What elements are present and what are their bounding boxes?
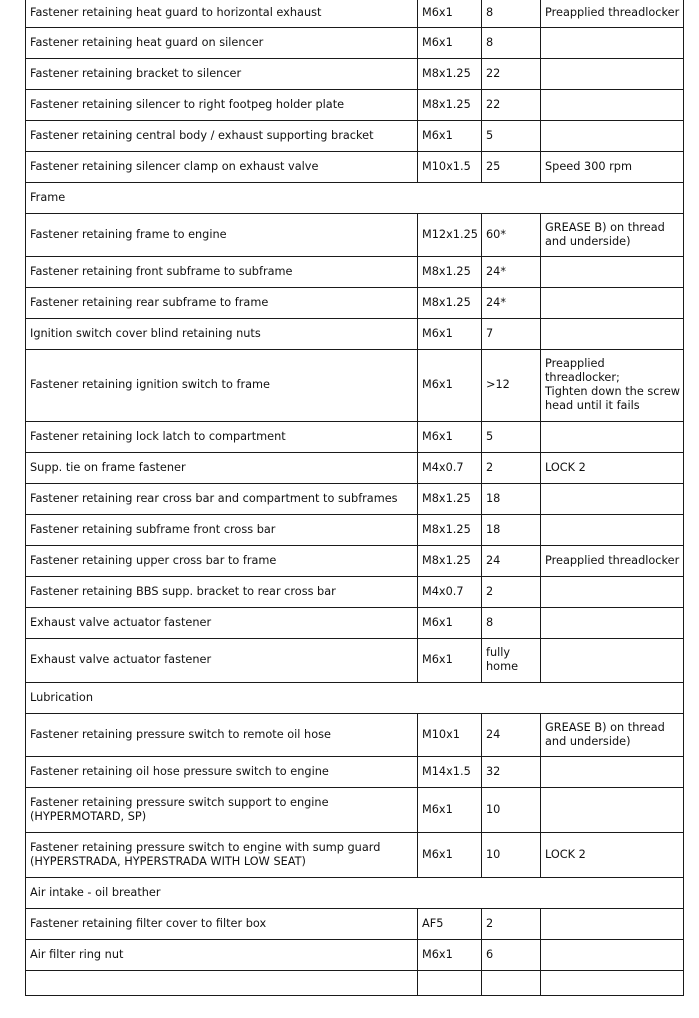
thread-cell: M6x1	[418, 638, 482, 682]
table-row	[26, 939, 684, 970]
table-row	[26, 27, 684, 58]
torque-cell: >12	[482, 349, 541, 421]
notes-cell	[541, 287, 684, 318]
notes-cell: Preapplied threadlocker; Tighten down the screw head until it fails	[541, 349, 684, 421]
description-cell: Fastener retaining central body / exhaust supporting bracket	[26, 120, 418, 151]
description-cell: Fastener retaining pressure switch to remote oil hose	[26, 713, 418, 756]
description-cell: Fastener retaining pressure switch support to engine (HYPERMOTARD, SP)	[26, 787, 418, 832]
notes-cell: Preapplied threadlocker	[541, 0, 684, 27]
torque-cell: 8	[482, 0, 541, 27]
thread-cell: M8x1.25	[418, 545, 482, 576]
table-row	[26, 421, 684, 452]
torque-table-container	[25, 0, 683, 996]
thread-cell: M8x1.25	[418, 287, 482, 318]
torque-cell: 24	[482, 713, 541, 756]
description-cell: Fastener retaining pressure switch to engine with sump guard (HYPERSTRADA, HYPERSTRADA WITH LOW SEAT)	[26, 832, 418, 877]
section-heading: Frame	[26, 182, 684, 213]
description-cell: Fastener retaining rear cross bar and compartment to subframes	[26, 483, 418, 514]
torque-cell: 24	[482, 545, 541, 576]
torque-cell: 2	[482, 908, 541, 939]
thread-cell: M8x1.25	[418, 89, 482, 120]
thread-cell: M6x1	[418, 349, 482, 421]
torque-cell: 10	[482, 832, 541, 877]
description-cell: Fastener retaining subframe front cross bar	[26, 514, 418, 545]
notes-cell	[541, 787, 684, 832]
description-cell: Fastener retaining bracket to silencer	[26, 58, 418, 89]
torque-cell: 8	[482, 27, 541, 58]
table-row	[26, 756, 684, 787]
notes-cell	[541, 58, 684, 89]
description-cell	[26, 970, 418, 995]
notes-cell	[541, 576, 684, 607]
thread-cell: M10x1	[418, 713, 482, 756]
description-cell: Exhaust valve actuator fastener	[26, 607, 418, 638]
torque-cell: 22	[482, 89, 541, 120]
table-row	[26, 58, 684, 89]
description-cell: Exhaust valve actuator fastener	[26, 638, 418, 682]
thread-cell: M6x1	[418, 421, 482, 452]
description-cell: Fastener retaining heat guard on silencer	[26, 27, 418, 58]
notes-cell	[541, 483, 684, 514]
notes-cell: Speed 300 rpm	[541, 151, 684, 182]
description-cell: Fastener retaining silencer to right footpeg holder plate	[26, 89, 418, 120]
thread-cell: M8x1.25	[418, 514, 482, 545]
notes-cell	[541, 421, 684, 452]
description-cell: Fastener retaining lock latch to compartment	[26, 421, 418, 452]
thread-cell: M6x1	[418, 832, 482, 877]
thread-cell: M6x1	[418, 318, 482, 349]
notes-cell	[541, 908, 684, 939]
notes-cell: GREASE B) on thread and underside)	[541, 213, 684, 256]
thread-cell: M4x0.7	[418, 576, 482, 607]
notes-cell: GREASE B) on thread and underside)	[541, 713, 684, 756]
table-row	[26, 607, 684, 638]
table-row	[26, 638, 684, 682]
table-row	[26, 213, 684, 256]
torque-cell: 25	[482, 151, 541, 182]
thread-cell: M10x1.5	[418, 151, 482, 182]
notes-cell	[541, 638, 684, 682]
torque-cell: 24*	[482, 287, 541, 318]
table-row	[26, 545, 684, 576]
thread-cell: M4x0.7	[418, 452, 482, 483]
table-row	[26, 89, 684, 120]
torque-table	[25, 0, 684, 996]
description-cell: Fastener retaining filter cover to filter box	[26, 908, 418, 939]
notes-cell	[541, 970, 684, 995]
torque-cell: 8	[482, 607, 541, 638]
torque-cell: 5	[482, 421, 541, 452]
notes-cell	[541, 756, 684, 787]
table-row	[26, 318, 684, 349]
table-row	[26, 349, 684, 421]
torque-cell: 2	[482, 576, 541, 607]
table-row	[26, 120, 684, 151]
notes-cell	[541, 256, 684, 287]
table-row	[26, 713, 684, 756]
torque-cell: 22	[482, 58, 541, 89]
torque-cell: fully home	[482, 638, 541, 682]
section-row	[26, 182, 684, 213]
table-row	[26, 908, 684, 939]
table-row	[26, 151, 684, 182]
thread-cell: M14x1.5	[418, 756, 482, 787]
thread-cell: M6x1	[418, 27, 482, 58]
description-cell: Fastener retaining silencer clamp on exhaust valve	[26, 151, 418, 182]
description-cell: Fastener retaining front subframe to subframe	[26, 256, 418, 287]
thread-cell: M6x1	[418, 787, 482, 832]
torque-cell: 5	[482, 120, 541, 151]
thread-cell: M8x1.25	[418, 256, 482, 287]
notes-cell	[541, 27, 684, 58]
description-cell: Supp. tie on frame fastener	[26, 452, 418, 483]
notes-cell: LOCK 2	[541, 452, 684, 483]
table-row	[26, 0, 684, 27]
thread-cell	[418, 970, 482, 995]
description-cell: Fastener retaining ignition switch to frame	[26, 349, 418, 421]
notes-cell	[541, 514, 684, 545]
description-cell: Fastener retaining frame to engine	[26, 213, 418, 256]
torque-cell: 60*	[482, 213, 541, 256]
section-row	[26, 682, 684, 713]
thread-cell: M8x1.25	[418, 58, 482, 89]
table-row	[26, 514, 684, 545]
torque-cell: 2	[482, 452, 541, 483]
description-cell: Fastener retaining BBS supp. bracket to rear cross bar	[26, 576, 418, 607]
torque-table-body	[26, 0, 684, 995]
section-heading: Air intake - oil breather	[26, 877, 684, 908]
torque-cell: 6	[482, 939, 541, 970]
table-row	[26, 832, 684, 877]
thread-cell: M6x1	[418, 607, 482, 638]
description-cell: Ignition switch cover blind retaining nuts	[26, 318, 418, 349]
notes-cell	[541, 120, 684, 151]
notes-cell: Preapplied threadlocker	[541, 545, 684, 576]
table-row	[26, 287, 684, 318]
thread-cell: M6x1	[418, 939, 482, 970]
description-cell: Fastener retaining upper cross bar to frame	[26, 545, 418, 576]
description-cell: Fastener retaining rear subframe to frame	[26, 287, 418, 318]
section-heading: Lubrication	[26, 682, 684, 713]
notes-cell	[541, 318, 684, 349]
torque-cell: 18	[482, 483, 541, 514]
notes-cell	[541, 607, 684, 638]
thread-cell: AF5	[418, 908, 482, 939]
notes-cell: LOCK 2	[541, 832, 684, 877]
thread-cell: M6x1	[418, 0, 482, 27]
description-cell: Fastener retaining oil hose pressure switch to engine	[26, 756, 418, 787]
torque-cell: 32	[482, 756, 541, 787]
torque-cell	[482, 970, 541, 995]
table-row	[26, 483, 684, 514]
thread-cell: M12x1.25	[418, 213, 482, 256]
notes-cell	[541, 939, 684, 970]
thread-cell: M8x1.25	[418, 483, 482, 514]
table-row	[26, 452, 684, 483]
table-row	[26, 576, 684, 607]
table-row	[26, 256, 684, 287]
description-cell: Fastener retaining heat guard to horizontal exhaust	[26, 0, 418, 27]
torque-cell: 10	[482, 787, 541, 832]
table-row	[26, 970, 684, 995]
notes-cell	[541, 89, 684, 120]
table-row	[26, 787, 684, 832]
torque-cell: 18	[482, 514, 541, 545]
description-cell: Air filter ring nut	[26, 939, 418, 970]
thread-cell: M6x1	[418, 120, 482, 151]
torque-cell: 24*	[482, 256, 541, 287]
torque-cell: 7	[482, 318, 541, 349]
section-row	[26, 877, 684, 908]
